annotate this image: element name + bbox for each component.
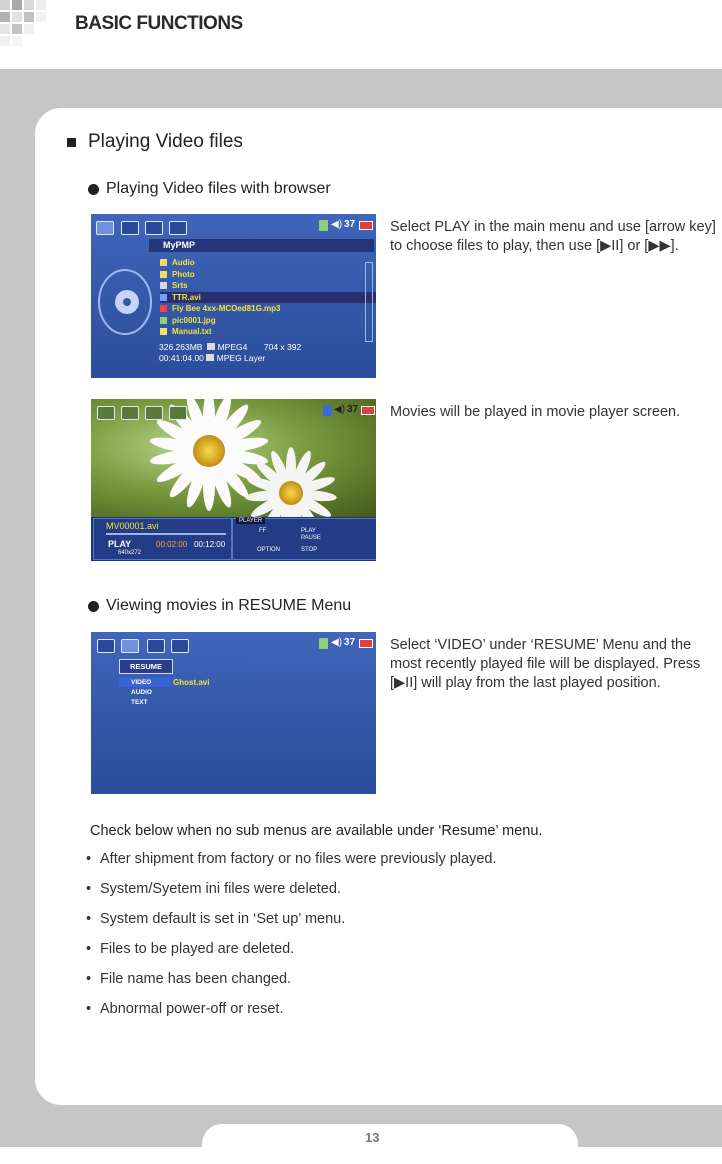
speech-bubble-icon: [323, 405, 332, 416]
resume-item-video[interactable]: VIDEO: [119, 678, 171, 687]
battery-icon: [359, 221, 373, 230]
subtitle-resume: [88, 597, 351, 615]
tv-icon: [97, 406, 115, 420]
resume-description: Select ‘VIDEO’ under ‘RESUME’ Menu and the most recently played file will be displayed. Press [▶II] will play from the last played position.: [390, 637, 701, 691]
resume-menu-title: RESUME: [119, 659, 173, 674]
total-time: 00:12:00: [194, 540, 226, 549]
progress-track[interactable]: [106, 533, 226, 535]
list-item: • System default is set in ‘Set up’ menu.: [86, 911, 346, 927]
check-list: [86, 850, 497, 1030]
file-item[interactable]: Srts: [160, 280, 376, 292]
file-item-selected[interactable]: TTR.avi: [160, 292, 376, 304]
subtitle-browser-text: Playing Video files with browser: [106, 180, 331, 197]
image-file-icon: [160, 317, 167, 324]
duration-value: 00:41:04.00: [159, 353, 204, 363]
elapsed-time: 00:02:00: [156, 540, 188, 549]
photo-icon: [145, 406, 163, 420]
subtitle-browser: [88, 180, 331, 198]
file-item[interactable]: Fly Bee 4xx-MCOed81G.mp3: [160, 303, 376, 315]
briefcase-icon: [171, 639, 189, 653]
round-bullet-icon: [88, 601, 99, 612]
file-info-panel: [159, 342, 301, 364]
speaker-icon: ◀): [331, 219, 343, 230]
list-item: • Files to be played are deleted.: [86, 941, 295, 957]
file-list: [160, 257, 376, 338]
resume-screenshot: [91, 632, 376, 794]
list-item: • File name has been changed.: [86, 971, 292, 987]
resolution: 640x272: [118, 550, 142, 556]
speaker-icon: ◀): [331, 637, 343, 648]
subtitle-file-icon: [160, 282, 167, 289]
page-number: 13: [365, 1130, 380, 1145]
list-item: • System/Syetem ini files were deleted.: [86, 881, 341, 897]
resume-file[interactable]: Ghost.avi: [173, 678, 210, 687]
file-item[interactable]: Audio: [160, 257, 376, 269]
resume-item-text[interactable]: TEXT: [131, 699, 148, 706]
speech-bubble-icon: [319, 638, 328, 649]
player-tab[interactable]: PLAYER: [236, 518, 265, 524]
player-description: Movies will be played in movie player screen.: [390, 404, 681, 420]
round-bullet-icon: [88, 184, 99, 195]
player-screenshot: [91, 399, 376, 561]
text-file-icon: [160, 328, 167, 335]
video-file-icon: [160, 294, 167, 301]
battery-level: 37: [344, 219, 356, 230]
music-file-icon: [160, 305, 167, 312]
section-title-text: Playing Video files: [88, 131, 243, 152]
list-item: • After shipment from factory or no files were previously played.: [86, 851, 497, 867]
audio-value: MPEG Layer: [216, 353, 266, 363]
tv-icon: [97, 639, 115, 653]
square-bullet-icon: [67, 138, 76, 147]
battery-icon: [361, 406, 375, 415]
player-control-bar: [91, 517, 376, 561]
folder-icon: [160, 259, 167, 266]
subtitle-resume-text: Viewing movies in RESUME Menu: [106, 597, 352, 614]
resolution-value: 704 x 392: [263, 342, 302, 352]
play-state: PLAY: [108, 539, 132, 549]
playback-info-panel: [93, 518, 232, 560]
header-logo-mosaic: [0, 0, 48, 48]
tv-icon: [96, 221, 114, 235]
device-topbar: [91, 399, 376, 429]
size-value: 326.263MB: [159, 342, 203, 352]
speaker-icon: ◀): [334, 404, 346, 415]
controls-panel: [232, 518, 376, 560]
battery-icon: [359, 639, 373, 648]
folder-header: MyPMP: [149, 239, 374, 252]
speech-bubble-icon: [319, 220, 328, 231]
browser-screenshot: [91, 214, 376, 378]
scrollbar[interactable]: [365, 262, 373, 342]
briefcase-icon: [169, 221, 187, 235]
format-value: MPEG4: [217, 342, 248, 352]
device-topbar: [91, 632, 376, 662]
list-item: • Abnormal power-off or reset.: [86, 1001, 284, 1017]
ff-button[interactable]: FF: [259, 528, 267, 534]
battery-level: 37: [347, 404, 359, 415]
header-title: BASIC FUNCTIONS: [75, 13, 243, 34]
video-icon: [121, 406, 139, 420]
photo-icon: [145, 221, 163, 235]
filename: MV00001.avi: [106, 521, 159, 531]
stop-button[interactable]: STOP: [301, 547, 318, 553]
play-button[interactable]: PLAY: [301, 528, 316, 534]
folder-icon: [160, 271, 167, 278]
browser-description: Select PLAY in the main menu and use [arrow key] to choose files to play, then use [▶II] or [▶▶].: [390, 219, 716, 254]
file-item[interactable]: Photo: [160, 269, 376, 281]
photo-icon: [147, 639, 165, 653]
disc-logo-icon: [95, 262, 155, 336]
section-title: [67, 131, 243, 153]
file-item[interactable]: pic0001.jpg: [160, 315, 376, 327]
video-icon: [121, 221, 139, 235]
battery-level: 37: [344, 637, 356, 648]
file-item[interactable]: Manual.txt: [160, 326, 376, 338]
check-title: Check below when no sub menus are available under ‘Resume’ menu.: [90, 823, 543, 839]
resume-item-audio[interactable]: AUDIO: [131, 689, 152, 696]
video-icon: [121, 639, 139, 653]
option-button[interactable]: OPTION: [257, 547, 281, 553]
footer-pill: [202, 1124, 578, 1164]
pause-button[interactable]: PAUSE: [301, 535, 321, 541]
briefcase-icon: [169, 406, 187, 420]
